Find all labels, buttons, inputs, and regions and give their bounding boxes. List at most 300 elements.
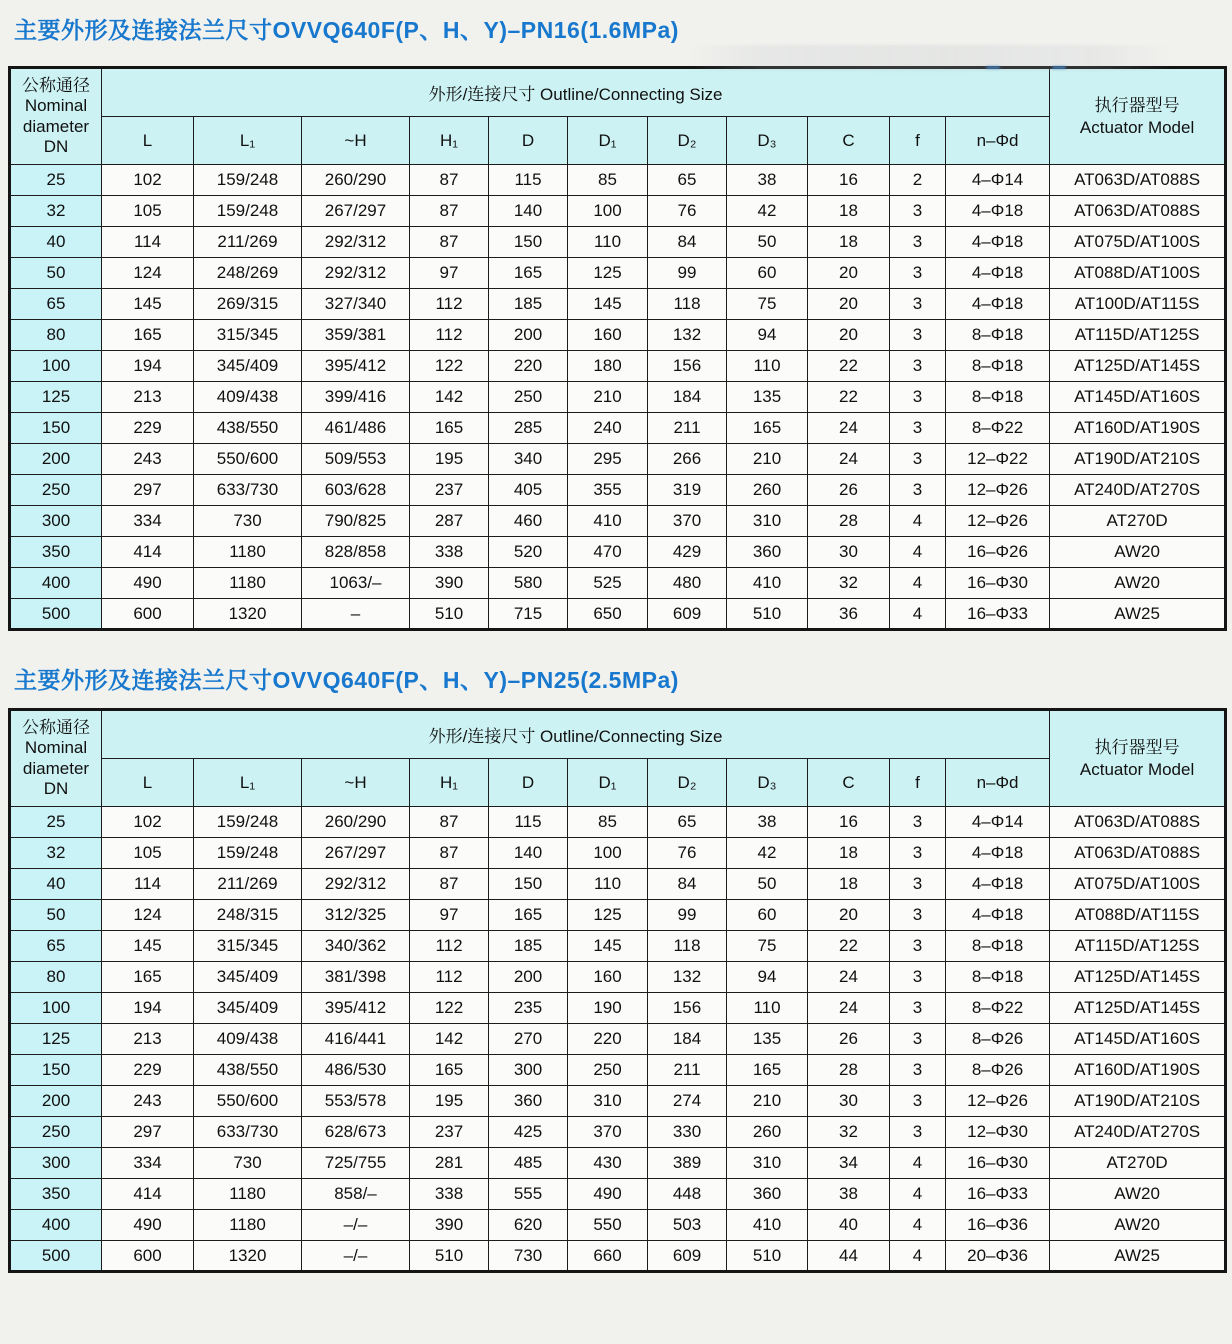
dimension-cell: 16–Φ33 — [946, 1179, 1050, 1210]
dimension-cell: 4–Φ18 — [946, 838, 1050, 869]
dimension-cell: 429 — [648, 537, 727, 568]
dn-cell: 300 — [10, 506, 102, 537]
table-row-dn-25 — [10, 807, 1226, 838]
dn-cell: 125 — [10, 382, 102, 413]
dimension-cell: 410 — [727, 1210, 808, 1241]
column-header-d: D — [489, 759, 568, 807]
actuator-cell: AW20 — [1050, 537, 1226, 568]
pn25-table-body — [10, 807, 1226, 1272]
dimension-cell: 185 — [489, 289, 568, 320]
dn-cell: 350 — [10, 1179, 102, 1210]
dimension-cell: 715 — [489, 599, 568, 630]
dimension-cell: 112 — [410, 962, 489, 993]
dn-cell: 25 — [10, 807, 102, 838]
dimension-cell: 274 — [648, 1086, 727, 1117]
table-row-dn-32 — [10, 196, 1226, 227]
dimension-cell: 22 — [808, 382, 890, 413]
pn16-table-title: 主要外形及连接法兰尺寸OVVQ640F(P、H、Y)–PN16(1.6MPa) — [14, 17, 679, 43]
column-header-h: ~H — [302, 117, 410, 165]
dimension-cell: 334 — [102, 506, 194, 537]
table-row-dn-100 — [10, 351, 1226, 382]
dimension-cell: –/– — [302, 1241, 410, 1272]
dimension-cell: 340/362 — [302, 931, 410, 962]
dimension-cell: 327/340 — [302, 289, 410, 320]
dimension-cell: 24 — [808, 962, 890, 993]
dn-cell: 100 — [10, 351, 102, 382]
dimension-cell: 389 — [648, 1148, 727, 1179]
table-row-dn-300 — [10, 1148, 1226, 1179]
dimension-cell: 24 — [808, 413, 890, 444]
dimension-cell: 38 — [808, 1179, 890, 1210]
dimension-cell: 99 — [648, 258, 727, 289]
table-row-dn-350 — [10, 537, 1226, 568]
dimension-cell: 409/438 — [194, 1024, 302, 1055]
dimension-cell: 42 — [727, 838, 808, 869]
dimension-cell: 180 — [568, 351, 648, 382]
dimension-cell: 8–Φ26 — [946, 1055, 1050, 1086]
dimension-cell: 184 — [648, 382, 727, 413]
dn-cell: 32 — [10, 196, 102, 227]
dimension-cell: 260 — [727, 475, 808, 506]
actuator-cell: AT190D/AT210S — [1050, 444, 1226, 475]
dn-cell: 200 — [10, 444, 102, 475]
dimension-cell: 3 — [890, 1117, 946, 1148]
dimension-cell: 150 — [489, 227, 568, 258]
dimension-cell: 609 — [648, 599, 727, 630]
dn-cell: 250 — [10, 1117, 102, 1148]
dimension-cell: 156 — [648, 993, 727, 1024]
dn-cell: 125 — [10, 1024, 102, 1055]
actuator-model-header: 执行器型号 Actuator Model — [1050, 68, 1226, 165]
column-header-h: H₁ — [410, 117, 489, 165]
dimension-cell: 509/553 — [302, 444, 410, 475]
column-header-l: L₁ — [194, 117, 302, 165]
dimension-cell: 650 — [568, 599, 648, 630]
dn-cell: 400 — [10, 568, 102, 599]
dimension-cell: 75 — [727, 931, 808, 962]
dimension-cell: 26 — [808, 1024, 890, 1055]
dimension-cell: 1180 — [194, 568, 302, 599]
dimension-cell: 16–Φ30 — [946, 568, 1050, 599]
dimension-cell: 160 — [568, 962, 648, 993]
dimension-cell: 1180 — [194, 1179, 302, 1210]
actuator-cell: AT063D/AT088S — [1050, 165, 1226, 196]
dimension-cell: 405 — [489, 475, 568, 506]
actuator-cell: AT125D/AT145S — [1050, 351, 1226, 382]
dimension-cell: 550/600 — [194, 1086, 302, 1117]
table-row-dn-400 — [10, 1210, 1226, 1241]
dimension-cell: 395/412 — [302, 993, 410, 1024]
catalog-page — [0, 12, 1232, 1273]
table-row-dn-100 — [10, 993, 1226, 1024]
dimension-cell: 220 — [568, 1024, 648, 1055]
dimension-cell: 490 — [102, 1210, 194, 1241]
dn-cell: 300 — [10, 1148, 102, 1179]
dimension-cell: 20–Φ36 — [946, 1241, 1050, 1272]
dimension-cell: 160 — [568, 320, 648, 351]
dimension-cell: 292/312 — [302, 869, 410, 900]
dimension-cell: 140 — [489, 838, 568, 869]
dimension-cell: 114 — [102, 227, 194, 258]
dimension-cell: 360 — [727, 537, 808, 568]
dimension-cell: 20 — [808, 289, 890, 320]
table-row-dn-25 — [10, 165, 1226, 196]
dn-cell: 400 — [10, 1210, 102, 1241]
table-row-dn-500 — [10, 599, 1226, 630]
dimension-cell: 32 — [808, 1117, 890, 1148]
actuator-cell: AT063D/AT088S — [1050, 807, 1226, 838]
dimension-cell: 315/345 — [194, 320, 302, 351]
dimension-cell: 292/312 — [302, 227, 410, 258]
dimension-cell: 165 — [410, 413, 489, 444]
dimension-cell: 460 — [489, 506, 568, 537]
dimension-cell: 660 — [568, 1241, 648, 1272]
dimension-cell: 4–Φ14 — [946, 807, 1050, 838]
dimension-cell: 281 — [410, 1148, 489, 1179]
dimension-cell: 16–Φ26 — [946, 537, 1050, 568]
dimension-cell: 211/269 — [194, 227, 302, 258]
dimension-cell: 140 — [489, 196, 568, 227]
dimension-cell: 4 — [890, 537, 946, 568]
dimension-cell: 28 — [808, 1055, 890, 1086]
dimension-cell: 3 — [890, 196, 946, 227]
dimension-cell: 338 — [410, 1179, 489, 1210]
dimension-cell: 267/297 — [302, 196, 410, 227]
column-header-d: D₃ — [727, 759, 808, 807]
dimension-cell: 267/297 — [302, 838, 410, 869]
dimension-cell: 115 — [489, 807, 568, 838]
dimension-cell: 12–Φ30 — [946, 1117, 1050, 1148]
dimension-cell: 124 — [102, 258, 194, 289]
dimension-cell: 97 — [410, 258, 489, 289]
dimension-cell: 132 — [648, 962, 727, 993]
dn-cell: 32 — [10, 838, 102, 869]
table-row-dn-125 — [10, 382, 1226, 413]
dimension-cell: 200 — [489, 962, 568, 993]
dimension-cell: 112 — [410, 931, 489, 962]
dimension-cell: 156 — [648, 351, 727, 382]
dimension-cell: 310 — [727, 506, 808, 537]
table-row-dn-200 — [10, 1086, 1226, 1117]
actuator-cell: AT270D — [1050, 1148, 1226, 1179]
dimension-cell: 60 — [727, 900, 808, 931]
dn-cell: 80 — [10, 962, 102, 993]
dimension-cell: 8–Φ18 — [946, 962, 1050, 993]
dimension-cell: 38 — [727, 165, 808, 196]
dimension-cell: 345/409 — [194, 351, 302, 382]
table-row-dn-65 — [10, 931, 1226, 962]
dimension-cell: 633/730 — [194, 1117, 302, 1148]
dimension-cell: 3 — [890, 258, 946, 289]
dimension-cell: 3 — [890, 413, 946, 444]
dimension-cell: 555 — [489, 1179, 568, 1210]
dimension-cell: 87 — [410, 165, 489, 196]
actuator-cell: AT100D/AT115S — [1050, 289, 1226, 320]
dimension-cell: 20 — [808, 320, 890, 351]
actuator-cell: AT088D/AT115S — [1050, 900, 1226, 931]
dimension-cell: 3 — [890, 382, 946, 413]
table-row-dn-80 — [10, 320, 1226, 351]
dimension-cell: 194 — [102, 993, 194, 1024]
table-row-dn-32 — [10, 838, 1226, 869]
dimension-cell: 430 — [568, 1148, 648, 1179]
dimension-cell: 165 — [727, 413, 808, 444]
dimension-cell: 159/248 — [194, 807, 302, 838]
dimension-cell: 3 — [890, 351, 946, 382]
dimension-cell: 20 — [808, 900, 890, 931]
dimension-cell: 110 — [727, 351, 808, 382]
dimension-cell: 300 — [489, 1055, 568, 1086]
dimension-cell: 269/315 — [194, 289, 302, 320]
table-row-dn-200 — [10, 444, 1226, 475]
dn-cell: 100 — [10, 993, 102, 1024]
column-header-d: D — [489, 117, 568, 165]
actuator-cell: AT115D/AT125S — [1050, 320, 1226, 351]
pn25-dimension-table — [8, 708, 1227, 1273]
dimension-cell: 159/248 — [194, 196, 302, 227]
dimension-cell: 490 — [102, 568, 194, 599]
dimension-cell: 16 — [808, 807, 890, 838]
dimension-cell: 345/409 — [194, 962, 302, 993]
dimension-cell: 510 — [727, 1241, 808, 1272]
dimension-cell: 105 — [102, 838, 194, 869]
table-row-dn-50 — [10, 258, 1226, 289]
dimension-cell: 4–Φ18 — [946, 258, 1050, 289]
dimension-cell: 145 — [568, 931, 648, 962]
pn25-table-title: 主要外形及连接法兰尺寸OVVQ640F(P、H、Y)–PN25(2.5MPa) — [14, 667, 679, 693]
dimension-cell: 243 — [102, 1086, 194, 1117]
dimension-cell: 285 — [489, 413, 568, 444]
dimension-cell: 102 — [102, 807, 194, 838]
dimension-cell: 4–Φ14 — [946, 165, 1050, 196]
dimension-cell: 4 — [890, 568, 946, 599]
dn-cell: 500 — [10, 599, 102, 630]
dimension-cell: 87 — [410, 807, 489, 838]
dimension-cell: 334 — [102, 1148, 194, 1179]
dimension-cell: 229 — [102, 1055, 194, 1086]
dimension-cell: 600 — [102, 1241, 194, 1272]
dimension-cell: 510 — [410, 599, 489, 630]
dimension-cell: 94 — [727, 320, 808, 351]
dn-cell: 150 — [10, 413, 102, 444]
dimension-cell: 18 — [808, 196, 890, 227]
table-row-dn-40 — [10, 227, 1226, 258]
dimension-cell: 16 — [808, 165, 890, 196]
dimension-cell: 8–Φ18 — [946, 382, 1050, 413]
dimension-cell: 399/416 — [302, 382, 410, 413]
dimension-cell: 628/673 — [302, 1117, 410, 1148]
dimension-cell: 165 — [489, 258, 568, 289]
dimension-cell: 112 — [410, 320, 489, 351]
dimension-cell: 85 — [568, 807, 648, 838]
dimension-cell: 8–Φ18 — [946, 351, 1050, 382]
dimension-cell: 270 — [489, 1024, 568, 1055]
dimension-cell: 34 — [808, 1148, 890, 1179]
dimension-cell: 118 — [648, 289, 727, 320]
dimension-cell: 360 — [489, 1086, 568, 1117]
dimension-cell: 490 — [568, 1179, 648, 1210]
dimension-cell: 8–Φ22 — [946, 413, 1050, 444]
actuator-cell: AT270D — [1050, 506, 1226, 537]
dimension-cell: 210 — [727, 444, 808, 475]
table-row-dn-250 — [10, 1117, 1226, 1148]
dimension-cell: 135 — [727, 1024, 808, 1055]
table-row-dn-50 — [10, 900, 1226, 931]
dimension-cell: 248/315 — [194, 900, 302, 931]
dimension-cell: 3 — [890, 900, 946, 931]
dimension-cell: 287 — [410, 506, 489, 537]
dimension-cell: 50 — [727, 227, 808, 258]
dimension-cell: 84 — [648, 227, 727, 258]
dimension-cell: 3 — [890, 1086, 946, 1117]
table-row-dn-300 — [10, 506, 1226, 537]
dimension-cell: 185 — [489, 931, 568, 962]
dn-cell: 65 — [10, 931, 102, 962]
dimension-cell: 145 — [102, 289, 194, 320]
actuator-cell: AW20 — [1050, 1210, 1226, 1241]
column-header-row — [10, 117, 1226, 165]
column-header-l: L₁ — [194, 759, 302, 807]
dimension-cell: 438/550 — [194, 413, 302, 444]
dimension-cell: 220 — [489, 351, 568, 382]
column-header-c: C — [808, 759, 890, 807]
table-row-dn-400 — [10, 568, 1226, 599]
dimension-cell: 132 — [648, 320, 727, 351]
dimension-cell: 115 — [489, 165, 568, 196]
dimension-cell: 36 — [808, 599, 890, 630]
dimension-cell: 3 — [890, 931, 946, 962]
dimension-cell: 210 — [568, 382, 648, 413]
dimension-cell: 4 — [890, 1210, 946, 1241]
pn16-table-body — [10, 165, 1226, 630]
dimension-cell: 395/412 — [302, 351, 410, 382]
column-header-l: L — [102, 759, 194, 807]
dimension-cell: 110 — [568, 227, 648, 258]
column-header-f: f — [890, 117, 946, 165]
dimension-cell: 84 — [648, 869, 727, 900]
dimension-cell: 159/248 — [194, 165, 302, 196]
dimension-cell: 448 — [648, 1179, 727, 1210]
dimension-cell: 94 — [727, 962, 808, 993]
dimension-cell: 297 — [102, 1117, 194, 1148]
dimension-cell: 359/381 — [302, 320, 410, 351]
dimension-cell: 3 — [890, 1024, 946, 1055]
column-header-n-d: n–Φd — [946, 117, 1050, 165]
actuator-cell: AT063D/AT088S — [1050, 196, 1226, 227]
dn-cell: 40 — [10, 869, 102, 900]
dimension-cell: 3 — [890, 993, 946, 1024]
dimension-cell: 315/345 — [194, 931, 302, 962]
dimension-cell: 1320 — [194, 1241, 302, 1272]
dimension-cell: 480 — [648, 568, 727, 599]
dn-cell: 500 — [10, 1241, 102, 1272]
dimension-cell: 135 — [727, 382, 808, 413]
dimension-cell: 730 — [194, 506, 302, 537]
dimension-cell: 32 — [808, 568, 890, 599]
actuator-cell: AT145D/AT160S — [1050, 1024, 1226, 1055]
dimension-cell: 118 — [648, 931, 727, 962]
dn-cell: 350 — [10, 537, 102, 568]
dimension-cell: 165 — [102, 962, 194, 993]
dimension-cell: 609 — [648, 1241, 727, 1272]
dimension-cell: 381/398 — [302, 962, 410, 993]
column-header-n-d: n–Φd — [946, 759, 1050, 807]
actuator-cell: AT075D/AT100S — [1050, 227, 1226, 258]
dimension-cell: 8–Φ18 — [946, 320, 1050, 351]
dimension-cell: 520 — [489, 537, 568, 568]
dimension-cell: 340 — [489, 444, 568, 475]
dimension-cell: 292/312 — [302, 258, 410, 289]
dimension-cell: 114 — [102, 869, 194, 900]
dimension-cell: 250 — [489, 382, 568, 413]
dimension-cell: 165 — [489, 900, 568, 931]
dimension-cell: 470 — [568, 537, 648, 568]
dimension-cell: 12–Φ26 — [946, 1086, 1050, 1117]
dimension-cell: 3 — [890, 838, 946, 869]
dimension-cell: 124 — [102, 900, 194, 931]
dimension-cell: 1320 — [194, 599, 302, 630]
dimension-cell: 18 — [808, 838, 890, 869]
dimension-cell: 310 — [568, 1086, 648, 1117]
dimension-cell: 319 — [648, 475, 727, 506]
actuator-cell: AT240D/AT270S — [1050, 475, 1226, 506]
dimension-cell: 409/438 — [194, 382, 302, 413]
column-header-d: D₂ — [648, 117, 727, 165]
dimension-cell: 195 — [410, 1086, 489, 1117]
actuator-cell: AW25 — [1050, 599, 1226, 630]
dimension-cell: 4 — [890, 1148, 946, 1179]
dimension-cell: 184 — [648, 1024, 727, 1055]
column-header-h: H₁ — [410, 759, 489, 807]
dn-cell: 80 — [10, 320, 102, 351]
dimension-cell: 3 — [890, 227, 946, 258]
dimension-cell: 510 — [727, 599, 808, 630]
dimension-cell: 165 — [102, 320, 194, 351]
dimension-cell: 8–Φ22 — [946, 993, 1050, 1024]
dimension-cell: 87 — [410, 838, 489, 869]
dimension-cell: 30 — [808, 1086, 890, 1117]
dimension-cell: 145 — [102, 931, 194, 962]
actuator-cell: AW20 — [1050, 1179, 1226, 1210]
dimension-cell: 4–Φ18 — [946, 869, 1050, 900]
dimension-cell: 100 — [568, 196, 648, 227]
dimension-cell: 4 — [890, 1241, 946, 1272]
dimension-cell: 486/530 — [302, 1055, 410, 1086]
dimension-cell: 338 — [410, 537, 489, 568]
dimension-cell: 438/550 — [194, 1055, 302, 1086]
table-row-dn-40 — [10, 869, 1226, 900]
dimension-cell: 3 — [890, 869, 946, 900]
dn-cell: 200 — [10, 1086, 102, 1117]
dimension-cell: 190 — [568, 993, 648, 1024]
dimension-cell: 12–Φ26 — [946, 475, 1050, 506]
dn-cell: 50 — [10, 900, 102, 931]
dimension-cell: 725/755 — [302, 1148, 410, 1179]
table-row-dn-150 — [10, 1055, 1226, 1086]
actuator-cell: AT190D/AT210S — [1050, 1086, 1226, 1117]
dimension-cell: 370 — [648, 506, 727, 537]
dimension-cell: 211 — [648, 1055, 727, 1086]
dimension-cell: 159/248 — [194, 838, 302, 869]
dimension-cell: 600 — [102, 599, 194, 630]
dimension-cell: 50 — [727, 869, 808, 900]
dimension-cell: 122 — [410, 993, 489, 1024]
dimension-cell: 142 — [410, 1024, 489, 1055]
dimension-cell: 3 — [890, 807, 946, 838]
dimension-cell: 40 — [808, 1210, 890, 1241]
dimension-cell: 312/325 — [302, 900, 410, 931]
dimension-cell: 297 — [102, 475, 194, 506]
